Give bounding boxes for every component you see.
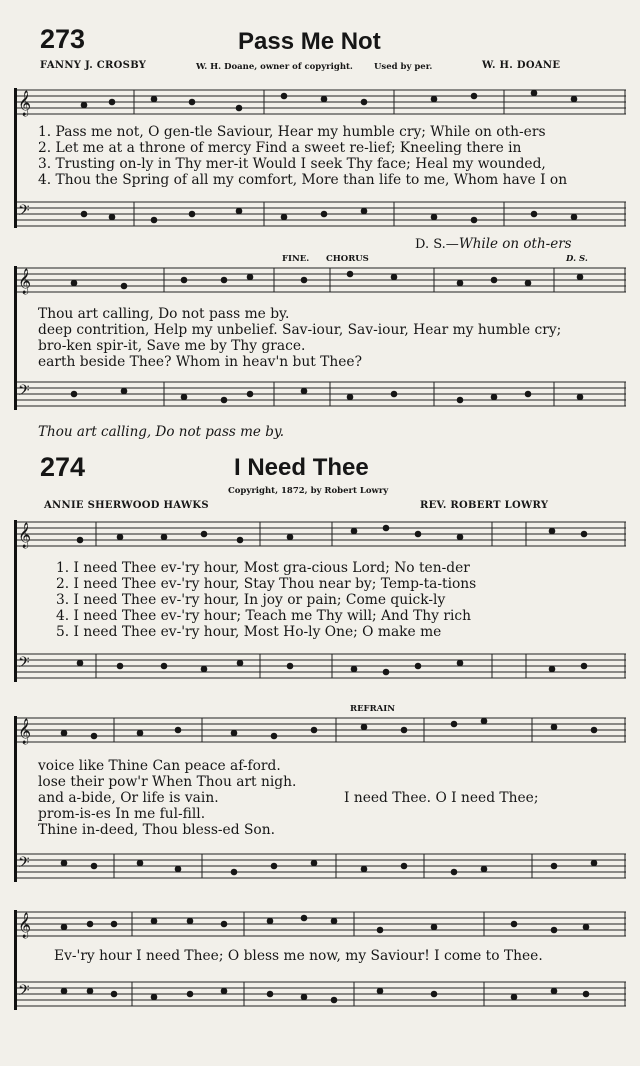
svg-text:𝄢: 𝄢 <box>18 382 30 403</box>
hymn-273-verse-3: 3. Trusting on-ly in Thy mer-it Would I seek Thy face; Heal my wounded, <box>38 156 546 172</box>
fine-label: FINE. <box>282 254 310 264</box>
hymn-273-number: 273 <box>40 24 86 54</box>
svg-text:𝄞: 𝄞 <box>18 269 32 294</box>
svg-text:𝄢: 𝄢 <box>18 202 30 223</box>
refrain-label: REFRAIN <box>350 704 395 714</box>
verse-end-4: prom-is-es In me ful-fill. <box>38 806 206 822</box>
hymn-273-composer: W. H. DOANE <box>482 60 561 71</box>
verse-end-5: Thine in-deed, Thou bless-ed Son. <box>38 822 275 838</box>
hymn-274-composer: REV. ROBERT LOWRY <box>420 500 549 511</box>
staff-273-treble-2 <box>14 266 626 294</box>
hymn-273-used-by: Used by per. <box>374 62 433 72</box>
hymn-274-verse-3: 3. I need Thee ev-'ry hour, In joy or pain; Come quick-ly <box>56 592 446 608</box>
hymn-273-title: Pass Me Not <box>238 28 381 55</box>
chorus-line-2: deep contrition, Help my unbelief. Sav-iour, Sav-iour, Hear my humble cry; <box>38 322 562 338</box>
hymn-274-number: 274 <box>40 452 86 482</box>
verse-end-1: voice like Thine Can peace af-ford. <box>38 758 281 774</box>
hymn-273-verse-4: 4. Thou the Spring of all my comfort, More than life to me, Whom have I on <box>38 172 568 188</box>
system-bracket-274-3 <box>14 910 23 1010</box>
ds-text: While on oth-ers <box>458 236 572 252</box>
svg-text:𝄢: 𝄢 <box>18 854 30 875</box>
system-bracket-274-2 <box>14 716 23 882</box>
staff-274-bass-1 <box>14 652 626 680</box>
staff-274-bass-3 <box>14 980 626 1008</box>
hymn-274-author: ANNIE SHERWOOD HAWKS <box>44 500 209 511</box>
ds-mark: D. S. <box>566 254 588 264</box>
hymn-273-copyright: W. H. Doane, owner of copyright. <box>196 62 353 72</box>
chorus-line-3: bro-ken spir-it, Save me by Thy grace. <box>38 338 306 354</box>
svg-text:𝄞: 𝄞 <box>18 91 32 116</box>
system-bracket-274-1 <box>14 520 23 682</box>
system-bracket-273-1 <box>14 88 23 228</box>
staff-273-treble-1 <box>14 88 626 116</box>
svg-text:𝄢: 𝄢 <box>18 654 30 675</box>
staff-274-treble-1 <box>14 520 626 548</box>
refrain-end: Ev-'ry hour I need Thee; O bless me now, my Saviour! I come to Thee. <box>54 948 543 964</box>
svg-text:𝄞: 𝄞 <box>18 719 32 744</box>
hymn-273-verse-1: 1. Pass me not, O gen-tle Saviour, Hear my humble cry; While on oth-ers <box>38 124 546 140</box>
chorus-line-4: earth beside Thee? Whom in heav'n but Thee? <box>38 354 362 370</box>
staff-273-bass-1 <box>14 200 626 228</box>
svg-text:𝄢: 𝄢 <box>18 982 30 1003</box>
refrain-start: I need Thee. O I need Thee; <box>344 790 539 806</box>
verse-end-3: and a-bide, Or life is vain. <box>38 790 219 806</box>
staff-274-treble-2 <box>14 716 626 744</box>
chorus-line-1: Thou art calling, Do not pass me by. <box>38 306 290 322</box>
hymn-274-copyright: Copyright, 1872, by Robert Lowry <box>228 486 389 496</box>
hymn-274-verse-2: 2. I need Thee ev-'ry hour, Stay Thou near by; Temp-ta-tions <box>56 576 477 592</box>
staff-274-bass-2 <box>14 852 626 880</box>
staff-273-bass-2 <box>14 380 626 408</box>
ds-line <box>415 236 572 252</box>
svg-text:𝄞: 𝄞 <box>18 913 32 938</box>
ds-label: D. S.— <box>415 237 459 252</box>
verse-end-2: lose their pow'r When Thou art nigh. <box>38 774 297 790</box>
hymn-273-verse-2: 2. Let me at a throne of mercy Find a sweet re-lief; Kneeling there in <box>38 140 522 156</box>
staff-274-treble-3 <box>14 910 626 938</box>
hymn-274-verse-4: 4. I need Thee ev-'ry hour; Teach me Thy will; And Thy rich <box>56 608 471 624</box>
hymn-273-footer: Thou art calling, Do not pass me by. <box>38 424 284 440</box>
chorus-label: CHORUS <box>326 254 369 264</box>
hymn-273-author: FANNY J. CROSBY <box>40 60 147 71</box>
hymn-274-title: I Need Thee <box>234 454 369 481</box>
hymn-274-verse-1: 1. I need Thee ev-'ry hour, Most gra-cious Lord; No ten-der <box>56 560 470 576</box>
system-bracket-273-2 <box>14 266 23 410</box>
svg-text:𝄞: 𝄞 <box>18 523 32 548</box>
hymn-274-verse-5: 5. I need Thee ev-'ry hour, Most Ho-ly One; O make me <box>56 624 442 640</box>
